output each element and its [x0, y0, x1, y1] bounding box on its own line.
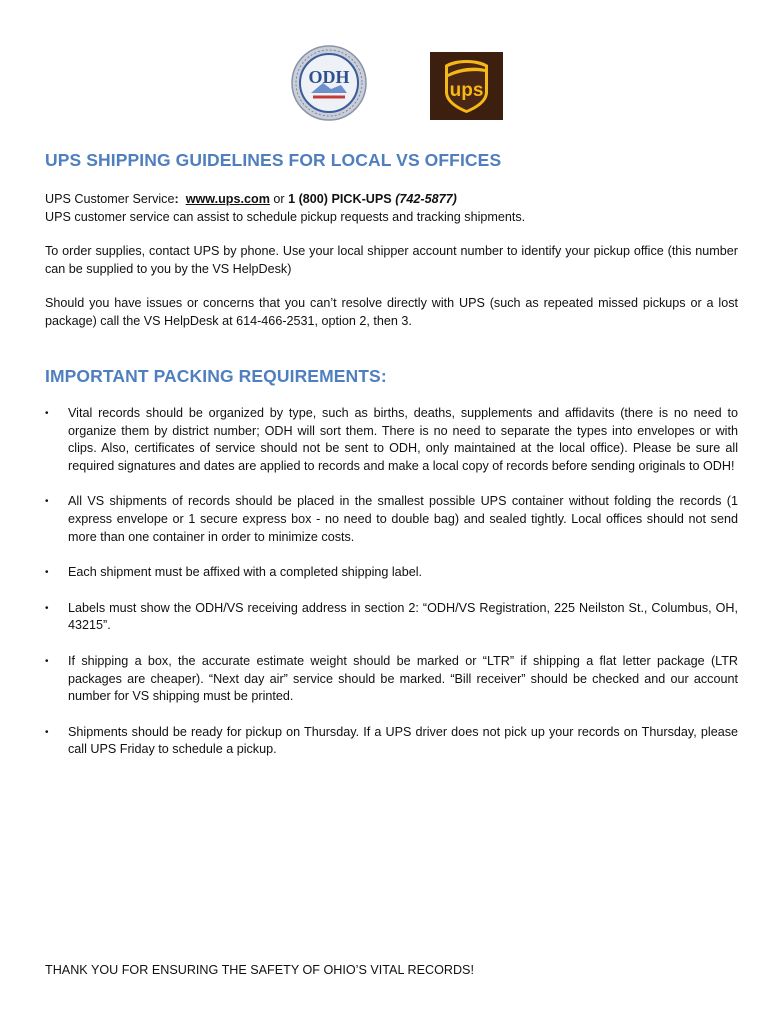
- svg-text:ODH: ODH: [308, 67, 350, 87]
- svg-text:ups: ups: [449, 80, 484, 101]
- bullet-icon: •: [45, 602, 49, 614]
- bullet-icon: •: [45, 567, 49, 579]
- requirement-text: Shipments should be ready for pickup on Thursday. If a UPS driver does not pick up your records on Thursday, please call UPS Friday to schedule a pickup.: [68, 724, 738, 757]
- issues-paragraph: Should you have issues or concerns that you can’t resolve directly with UPS (such as repeated missed pickups or a lost package) call the VS HelpDesk at 614-466-2531, option 2, then 3.: [45, 296, 738, 328]
- page-title: UPS SHIPPING GUIDELINES FOR LOCAL VS OFFICES: [45, 150, 502, 170]
- ups-website-link[interactable]: www.ups.com: [185, 192, 270, 206]
- list-item: [45, 724, 738, 759]
- phone-number: 1 (800) PICK-UPS: [288, 192, 392, 206]
- requirement-text: Vital records should be organized by type, such as births, deaths, supplements and affidavits (there is no need to organize them by district number; ODH will sort them. There is no need to separate the types into envelopes or with clips. Also, certificates of service should not be sent to ODH, only maintained at the local office). Please be sure all required signatures and dates are applied to records and make a local copy of records before sending originals to ODH!: [68, 406, 738, 473]
- bullet-icon: •: [45, 726, 49, 738]
- list-item: [45, 653, 738, 706]
- customer-service-paragraph: [45, 190, 738, 226]
- requirements-list: [45, 405, 738, 759]
- colon: :: [174, 192, 179, 206]
- list-item: [45, 564, 738, 582]
- logo-row: [0, 45, 770, 125]
- list-item: [45, 600, 738, 635]
- phone-digits: (742-5877): [395, 192, 457, 206]
- bullet-icon: •: [45, 496, 49, 508]
- bullet-icon: •: [45, 655, 49, 667]
- list-item: [45, 493, 738, 546]
- customer-service-label: UPS Customer Service: [45, 192, 175, 206]
- odh-seal-logo: [291, 45, 367, 121]
- closing-thanks: THANK YOU FOR ENSURING THE SAFETY OF OHIO’S VITAL RECORDS!: [45, 963, 474, 977]
- customer-service-description: UPS customer service can assist to schedule pickup requests and tracking shipments.: [45, 210, 526, 224]
- ups-logo: [430, 52, 503, 120]
- requirements-heading: IMPORTANT PACKING REQUIREMENTS:: [45, 366, 387, 386]
- order-supplies-paragraph: To order supplies, contact UPS by phone. Use your local shipper account number to identify your pickup office (this number can be supplied to you by the VS HelpDesk): [45, 244, 738, 276]
- requirement-text: All VS shipments of records should be placed in the smallest possible UPS container without folding the records (1 express envelope or 1 secure express box - no need to double bag) and sealed tightly. Local offices should not send more than one container in order to minimize costs.: [68, 494, 738, 544]
- requirement-text: If shipping a box, the accurate estimate weight should be marked or “LTR” if shipping a flat letter package (LTR packages are cheaper). “Next day air” service should be marked. “Bill receiver” should be checked and our account number for VS shipping must be printed.: [68, 653, 738, 704]
- or-text: or: [269, 192, 289, 206]
- requirement-text: Labels must show the ODH/VS receiving address in section 2: “ODH/VS Registration, 225 Neilston St., Columbus, OH, 43215”.: [68, 600, 738, 633]
- requirement-text: Each shipment must be affixed with a completed shipping label.: [68, 565, 422, 580]
- bullet-icon: •: [45, 408, 49, 419]
- list-item: [45, 405, 738, 475]
